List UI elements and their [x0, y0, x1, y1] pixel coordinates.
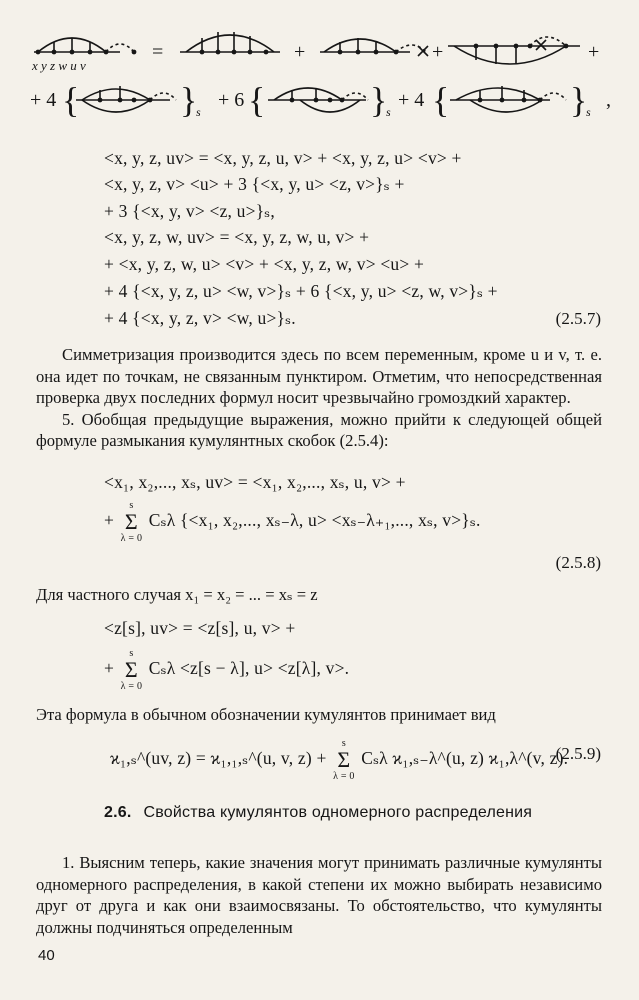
eq8-line-2 [104, 500, 481, 544]
section-heading [104, 804, 532, 822]
eq-line-5: + <x, y, z, w, u> <v> + <x, y, z, w, v> <u> + [104, 254, 425, 274]
svg-text:{: { [248, 80, 266, 120]
diagram-4 [448, 37, 580, 64]
eq9-sum: s Σ λ = 0 [333, 738, 355, 782]
diagram-7 [450, 86, 566, 112]
eq9-lhs: ϰ₁,ₛ^(uv, z) = ϰ₁,₁,ₛ^(u, v, z) + [110, 748, 327, 769]
eq-line-1: <x, y, z, uv> = <x, y, z, u, v> + <x, y, z, u> <v> + [104, 148, 462, 168]
special-case-text: Для частного случая x₁ = x₂ = ... = xₛ = z [36, 585, 318, 604]
eq-line-3: + 3 {<x, y, v> <z, u>}ₛ, [104, 201, 275, 221]
eq-number-2-5-9: (2.5.9) [555, 744, 601, 763]
diagram-plus-1: + [294, 41, 306, 63]
diagram-lhs [34, 38, 134, 52]
eq9-term: Cₛλ ϰ₁,ₛ₋λ^(u, z) ϰ₁,λ^(v, z). [361, 748, 569, 769]
svg-text:{: { [62, 80, 80, 120]
diagram-sub-s-2: s [386, 105, 391, 119]
paragraph-4: 1. Выясним теперь, какие значения могут принимать различные кумулянты одномерного распределения, в какой степени их можно выбирать независимо друг от друга и как они взаимосвязаны. То обстоятельство, что кумулянты должны подчиняться определенным [36, 853, 602, 937]
eq8-plus: + [104, 510, 115, 531]
svg-text:}: } [180, 80, 198, 120]
diagram-comma: , [606, 89, 611, 111]
eq-line-6: + 4 {<x, y, z, u> <w, v>}ₛ + 6 {<x, y, u> <z, w, v>}ₛ + [104, 281, 498, 301]
eqz-line-1: <z[s], uv> = <z[s], u, v> + [104, 618, 296, 638]
diagram-sub-s-1: s [196, 105, 201, 119]
eq-line-7: + 4 {<x, y, z, v> <w, u>}ₛ. [104, 308, 296, 328]
diagram-sub-s-3: s [586, 105, 591, 119]
eqz-plus: + [104, 658, 115, 679]
eq-number-2-5-8: (2.5.8) [555, 553, 601, 572]
diagram-5 [76, 86, 176, 112]
svg-text:{: { [432, 80, 450, 120]
svg-text:}: } [570, 80, 588, 120]
diagram-c6: + 6 [218, 89, 245, 111]
svg-text:}: } [370, 80, 388, 120]
section-number: 2.6. [104, 804, 132, 821]
diagram-2 [180, 32, 280, 52]
paragraph-1: Симметризация производится здесь по всем переменным, кроме u и v, т. е. она идет по точкам, не связанным пунктиром. Отметим, что непосредственная проверка двух последних формул носит чрезвычайно громоздкий характер. [36, 345, 602, 407]
paragraph-4-container [36, 852, 602, 938]
section-title: Свойства кумулянтов одномерного распределения [143, 804, 533, 821]
diagram-plus-3: + [588, 41, 600, 63]
paragraph-3: Эта формула в обычном обозначении кумулянтов принимает вид [36, 705, 496, 724]
diagram-eq-sign: = [152, 41, 164, 63]
eq-line-4: <x, y, z, w, uv> = <x, y, z, w, u, v> + [104, 227, 370, 247]
paragraph-2: 5. Обобщая предыдущие выражения, можно прийти к следующей общей формуле размыкания кумулянтных скобок (2.5.4): [36, 409, 602, 450]
diagram-c4: + 4 [398, 89, 425, 111]
eq-line-2: <x, y, z, v> <u> + 3 {<x, y, u> <z, v>}ₛ + [104, 174, 405, 194]
eq8-sum: s Σ λ = 0 [120, 500, 143, 544]
eq-number-2-5-7: (2.5.7) [555, 309, 601, 328]
paragraph-symmetrization [36, 344, 602, 452]
diagram-plus4: + 4 [30, 89, 57, 111]
eqz-line-2 [104, 648, 349, 692]
eq9-line [110, 738, 568, 782]
eq8-line-1: <x₁, x₂,..., xₛ, uv> = <x₁, x₂,..., xₛ, u, v> + [104, 472, 406, 492]
diagram-vars-label: x y z w u v [32, 58, 86, 73]
diagram-plus-2: + [432, 41, 444, 63]
eqz-sum: s Σ λ = 0 [120, 648, 143, 692]
diagram-expansion [30, 20, 620, 130]
eqz-term: Cₛλ <z[s − λ], u> <z[λ], v>. [148, 658, 350, 679]
page-number: 40 [38, 947, 55, 964]
eq8-term: Cₛλ {<x₁, x₂,..., xₛ₋λ, u> <xₛ₋λ₊₁,..., xₛ, v>}ₛ. [148, 510, 481, 531]
